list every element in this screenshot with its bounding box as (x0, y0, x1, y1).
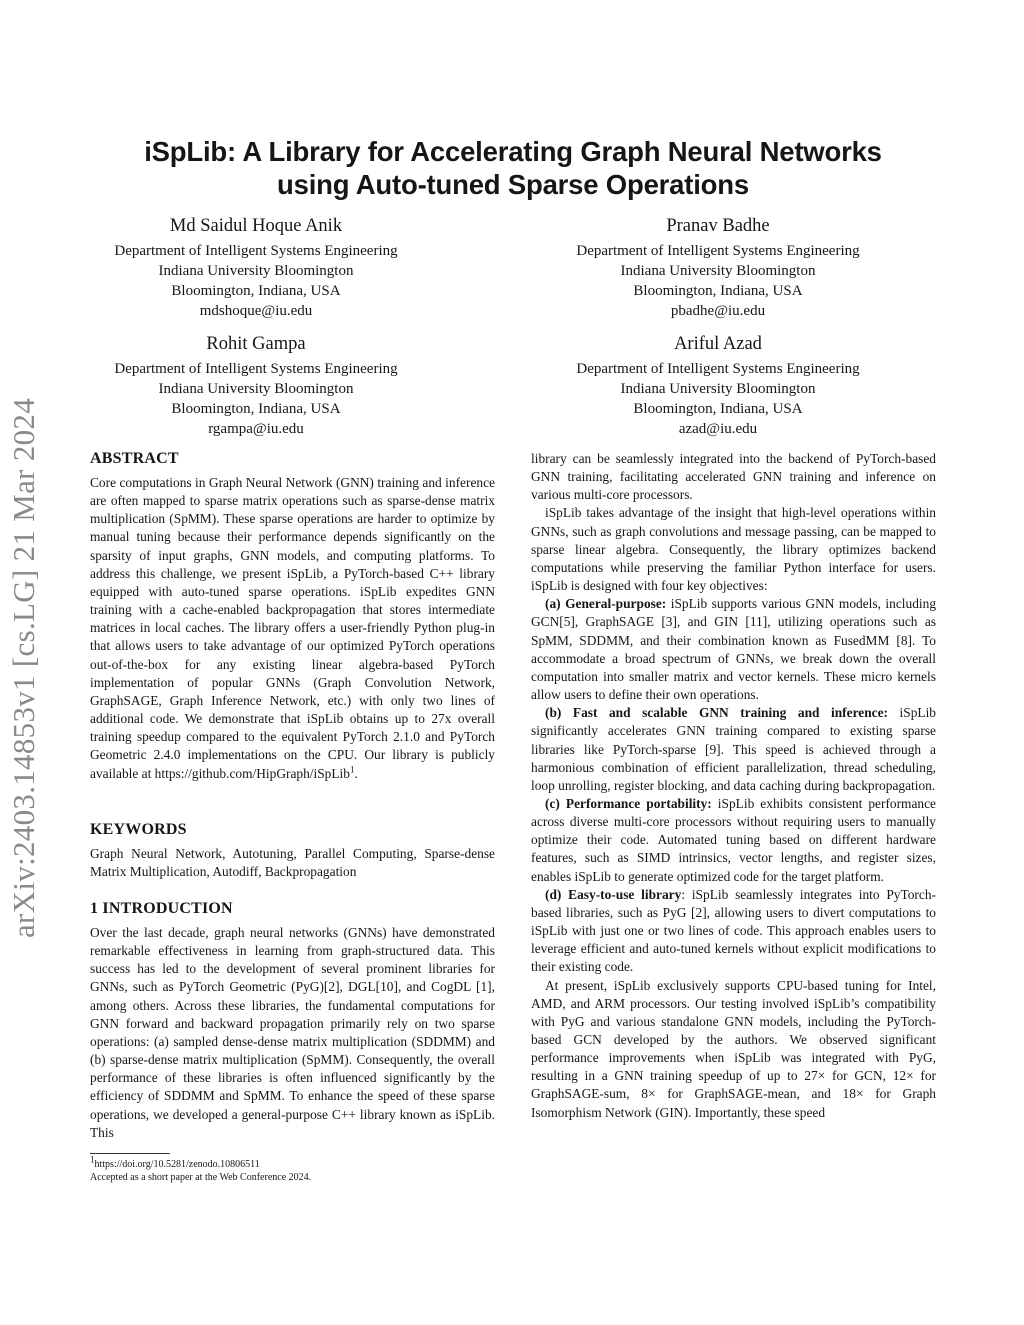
author-department: Department of Intelligent Systems Engineering (576, 243, 860, 259)
present-support-paragraph: At present, iSpLib exclusively supports CPU-based tuning for Intel, AMD, and ARM processors. Our testing involved iSpLib’s compatibility with PyG and various standalone GNN models, including the PyTorch-based GCN developed by the authors. We observed significant performance improvements when iSpLib was integrated with PyG, resulting in a GNN training speedup of up to 27× for GCN, 12× for GraphSAGE-sum, 8× for GraphSAGE-mean, and 18× for Graph Isomorphism Network (GIN). Importantly, these speed (531, 977, 936, 1120)
author-location: Bloomington, Indiana, USA (633, 401, 803, 417)
author-location: Bloomington, Indiana, USA (171, 283, 341, 299)
arxiv-identifier: arXiv:2403.14853v1 [cs.LG] 21 Mar 2024 (6, 397, 41, 938)
author-email: rgampa@iu.edu (208, 421, 304, 437)
author-university: Indiana University Bloomington (158, 381, 354, 397)
objective-d: (d) Easy-to-use library: iSpLib seamlessly integrates into PyTorch-based libraries, such as PyG [2], allowing users to divert computations to iSpLib with just one or two lines of code. This approach enables users to leverage efficient and auto-tuned kernels without explicit modifications to their existing code. (531, 886, 936, 975)
keywords-text: Graph Neural Network, Autotuning, Parallel Computing, Sparse-dense Matrix Multiplication, Autodiff, Backpropagation (90, 846, 495, 880)
author-email: mdshoque@iu.edu (199, 303, 313, 319)
introduction-heading: 1 INTRODUCTION (90, 900, 233, 917)
author-email: pbadhe@iu.edu (670, 303, 766, 319)
author-name: Ariful Azad (674, 334, 762, 354)
footnotes (90, 1154, 495, 1184)
introduction-paragraph: Over the last decade, graph neural networks (GNNs) have demonstrated remarkable effectiveness in learning from graph-structured data. This success has led to the development of several prominent libraries for GNNs, such as PyTorch Geometric (PyG)[2], DGL[10], and CogDL [1], among others. Across these libraries, the fundamental computations for GNN forward and backward propagation primarily rely on two sparse operations: (a) sampled dense-dense matrix multiplication (SDDMM) and (b) sparse-dense matrix multiplication (SpMM). Consequently, the overall performance of these libraries is often influenced significantly by the efficiency of SDDMM and SpMM. To enhance the speed of these sparse operations, we developed a general-purpose C++ library known as iSpLib. This (90, 925, 495, 1140)
footnote-divider (90, 1153, 170, 1154)
author-university: Indiana University Bloomington (620, 263, 816, 279)
objective-b: (b) Fast and scalable GNN training and inference: iSpLib significantly accelerates GNN training compared to existing sparse libraries like PyTorch-sparse [9]. This speed is achieved through a harmonious combination of efficient parallelization, thread scheduling, loop unrolling, register blocking, and data caching during backpropagation. (531, 705, 936, 793)
footnote-1: $^1$https://doi.org/10.5281/zenodo.10806511 (90, 1154, 260, 1170)
author-email: azad@iu.edu (678, 421, 758, 437)
author-university: Indiana University Bloomington (158, 263, 354, 279)
conference-note: Accepted as a short paper at the Web Conference 2024. (90, 1172, 312, 1183)
abstract-heading: ABSTRACT (90, 450, 179, 467)
title-line-1: iSpLib: A Library for Accelerating Graph Neural Networks (144, 136, 882, 167)
paragraph-continuation: library can be seamlessly integrated into the backend of PyTorch-based GNN training, facilitating accelerated GNN training and inference on various multi-core processors. (531, 451, 936, 503)
author-block-2 (508, 215, 928, 321)
author-block-1 (46, 215, 466, 321)
author-block-3 (46, 333, 466, 439)
author-block-4 (508, 333, 928, 439)
objective-a: (a) General-purpose: iSpLib supports various GNN models, including GCN[5], GraphSAGE [3], and GIN [11], utilizing operations such as SpMM, SDDMM, and their combination known as FusedMM [8]. To accommodate a broad spectrum of GNNs, we break down the overall computation into smaller matrix and vector kernels. These micro kernels allow users to define their own operations. (531, 596, 937, 703)
author-department: Department of Intelligent Systems Engineering (576, 361, 860, 377)
author-department: Department of Intelligent Systems Engineering (114, 361, 398, 377)
introduction-section (90, 899, 495, 1142)
left-column (90, 449, 495, 783)
objective-c: (c) Performance portability: iSpLib exhibits consistent performance across diverse multi-core processors without requiring users to manually optimize their code. Automated tuning based on different hardware features, such as SIMD intrinsics, vector lengths, and register sizes, enables iSpLib to generate optimized code for the target platform. (531, 795, 936, 884)
author-name: Pranav Badhe (666, 216, 770, 236)
objectives-intro-paragraph: iSpLib takes advantage of the insight that high-level operations within GNNs, such as graph convolutions and message passing, can be mapped to sparse linear algebra. Consequently, the library optimizes backend computations while preserving the familiar Python interface for users. iSpLib is designed with four key objectives: (531, 505, 936, 594)
author-location: Bloomington, Indiana, USA (171, 401, 341, 417)
footnote-marker: 1 (349, 764, 355, 775)
paper-title (90, 135, 936, 201)
keywords-heading: KEYWORDS (90, 821, 187, 838)
right-column (531, 450, 936, 1122)
author-department: Department of Intelligent Systems Engineering (114, 243, 398, 259)
author-location: Bloomington, Indiana, USA (633, 283, 803, 299)
abstract-text: Core computations in Graph Neural Network (GNN) training and inference are often mapped to sparse matrix operations such as sparse-dense matrix multiplication (SpMM). These sparse operations are harder to optimize by manual tuning because their performance depends significantly on the sparsity of input graphs, GNN models, and computing platforms. To address this challenge, we present iSpLib, a PyTorch-based C++ library equipped with auto-tuned sparse operations. iSpLib expedites GNN training with a cache-enabled backpropagation that stores intermediate matrices in local caches. The library offers a user-friendly Python plug-in that allows users to take advantage of our optimized PyTorch operations out-of-the-box for any existing linear algebra-based PyTorch implementation of popular GNNs (Graph Convolution Network, GraphSAGE, Graph Inference Network, etc.) with only two lines of additional code. We demonstrate that iSpLib obtains up to 27x overall training speedup compared to the equivalent PyTorch 2.1.0 and PyTorch Geometric 2.4.0 implementations on the CPU. Our library is publicly available at https://github.com/HipGraph/iSpLib$^1$. (90, 475, 495, 781)
keywords-section (90, 820, 495, 881)
title-line-2: using Auto-tuned Sparse Operations (277, 169, 749, 200)
author-name: Rohit Gampa (206, 334, 306, 354)
author-university: Indiana University Bloomington (620, 381, 816, 397)
author-name: Md Saidul Hoque Anik (169, 216, 343, 236)
